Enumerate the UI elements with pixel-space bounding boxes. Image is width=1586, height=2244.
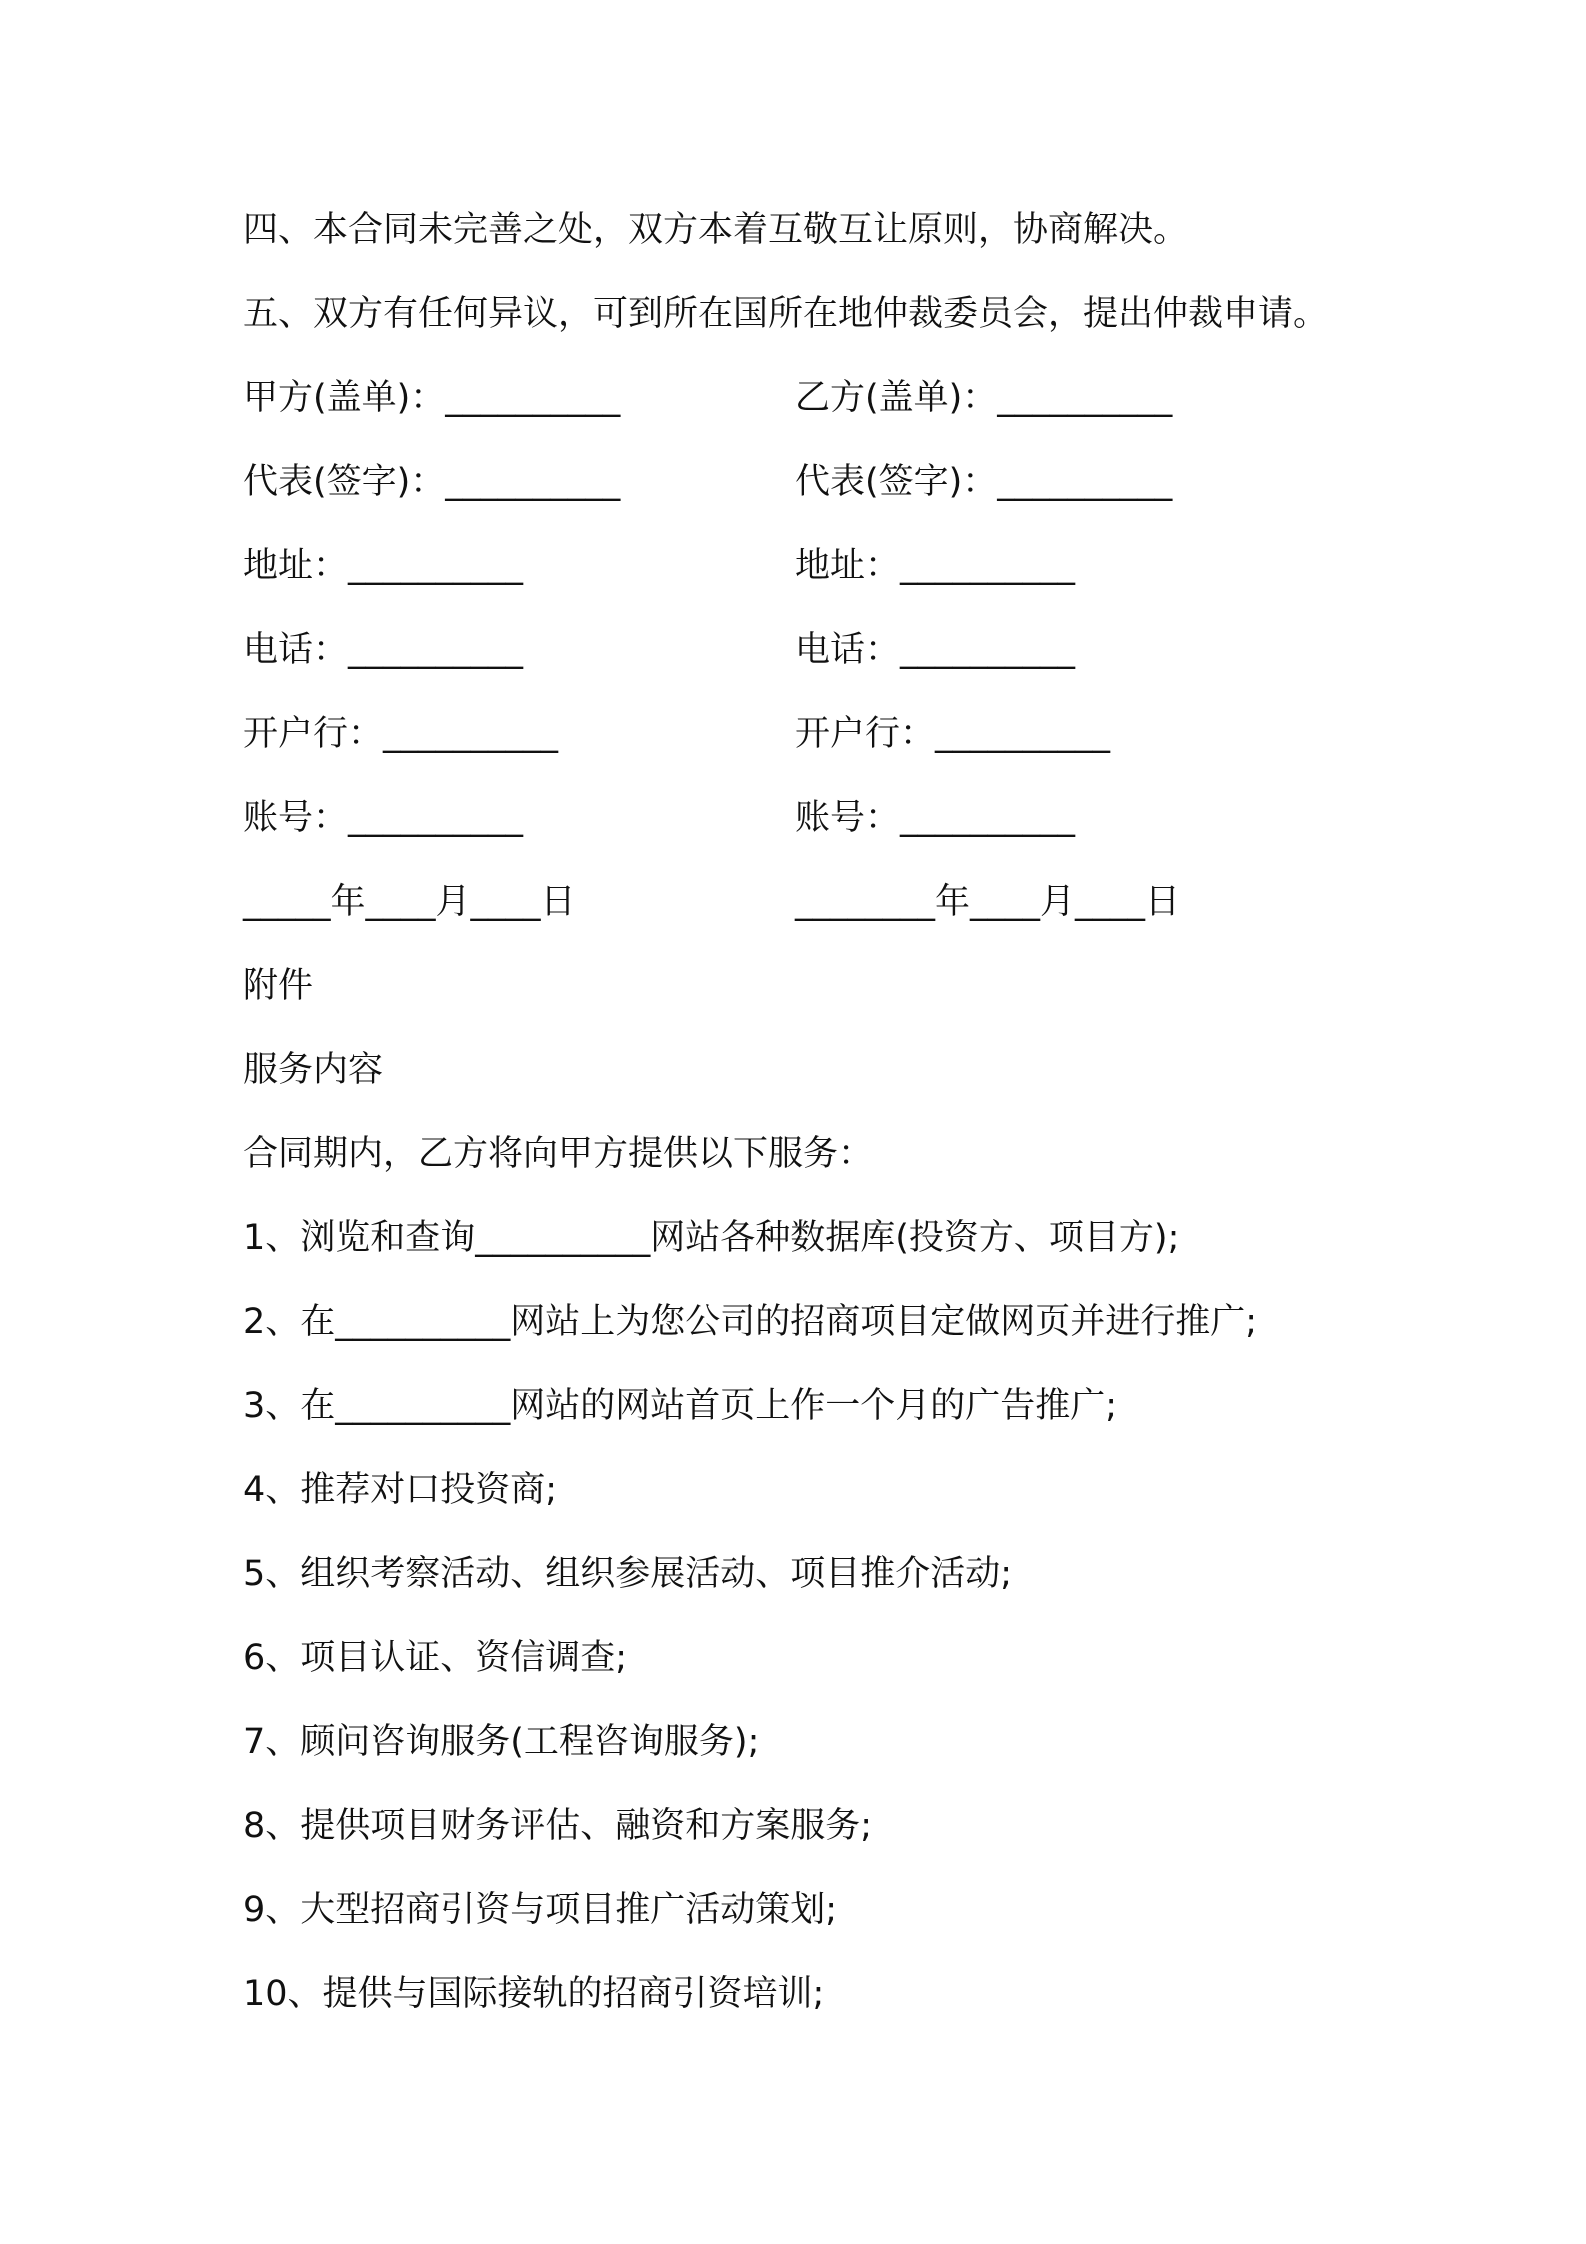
party-b-seal-line: 乙方(盖单)：__________ xyxy=(795,378,1173,418)
party-b-bank-line: 开户行：__________ xyxy=(795,714,1111,754)
party-a-address-line: 地址：__________ xyxy=(243,546,524,586)
appendix-title: 附件 xyxy=(243,966,314,1006)
service-item-1: 1、浏览和查询__________网站各种数据库(投资方、项目方); xyxy=(243,1218,1180,1258)
service-item-6: 6、项目认证、资信调查; xyxy=(243,1638,628,1678)
party-b-date-line: ________年____月____日 xyxy=(795,882,1181,922)
service-item-4: 4、推荐对口投资商; xyxy=(243,1470,558,1510)
clause-4: 四、本合同未完善之处，双方本着互敬互让原则，协商解决。 xyxy=(243,210,1189,250)
party-a-bank-line: 开户行：__________ xyxy=(243,714,559,754)
service-item-3: 3、在__________网站的网站首页上作一个月的广告推广; xyxy=(243,1386,1118,1426)
appendix-intro: 合同期内，乙方将向甲方提供以下服务： xyxy=(243,1134,874,1174)
service-item-7: 7、顾问咨询服务(工程咨询服务); xyxy=(243,1722,760,1762)
party-a-representative-line: 代表(签字)：__________ xyxy=(243,462,621,502)
appendix-subtitle: 服务内容 xyxy=(243,1050,384,1090)
party-b-account-line: 账号：__________ xyxy=(795,798,1076,838)
service-item-10: 10、提供与国际接轨的招商引资培训; xyxy=(243,1974,825,2014)
service-item-8: 8、提供项目财务评估、融资和方案服务; xyxy=(243,1806,873,1846)
party-a-seal-line: 甲方(盖单)：__________ xyxy=(243,378,621,418)
service-item-5: 5、组织考察活动、组织参展活动、项目推介活动; xyxy=(243,1554,1013,1594)
service-item-2: 2、在__________网站上为您公司的招商项目定做网页并进行推广; xyxy=(243,1302,1258,1342)
service-item-9: 9、大型招商引资与项目推广活动策划; xyxy=(243,1890,838,1930)
party-a-date-line: _____年____月____日 xyxy=(243,882,576,922)
party-b-representative-line: 代表(签字)：__________ xyxy=(795,462,1173,502)
party-b-phone-line: 电话：__________ xyxy=(795,630,1076,670)
party-a-account-line: 账号：__________ xyxy=(243,798,524,838)
party-a-phone-line: 电话：__________ xyxy=(243,630,524,670)
clause-5: 五、双方有任何异议，可到所在国所在地仲裁委员会，提出仲裁申请。 xyxy=(243,294,1329,334)
party-b-address-line: 地址：__________ xyxy=(795,546,1076,586)
